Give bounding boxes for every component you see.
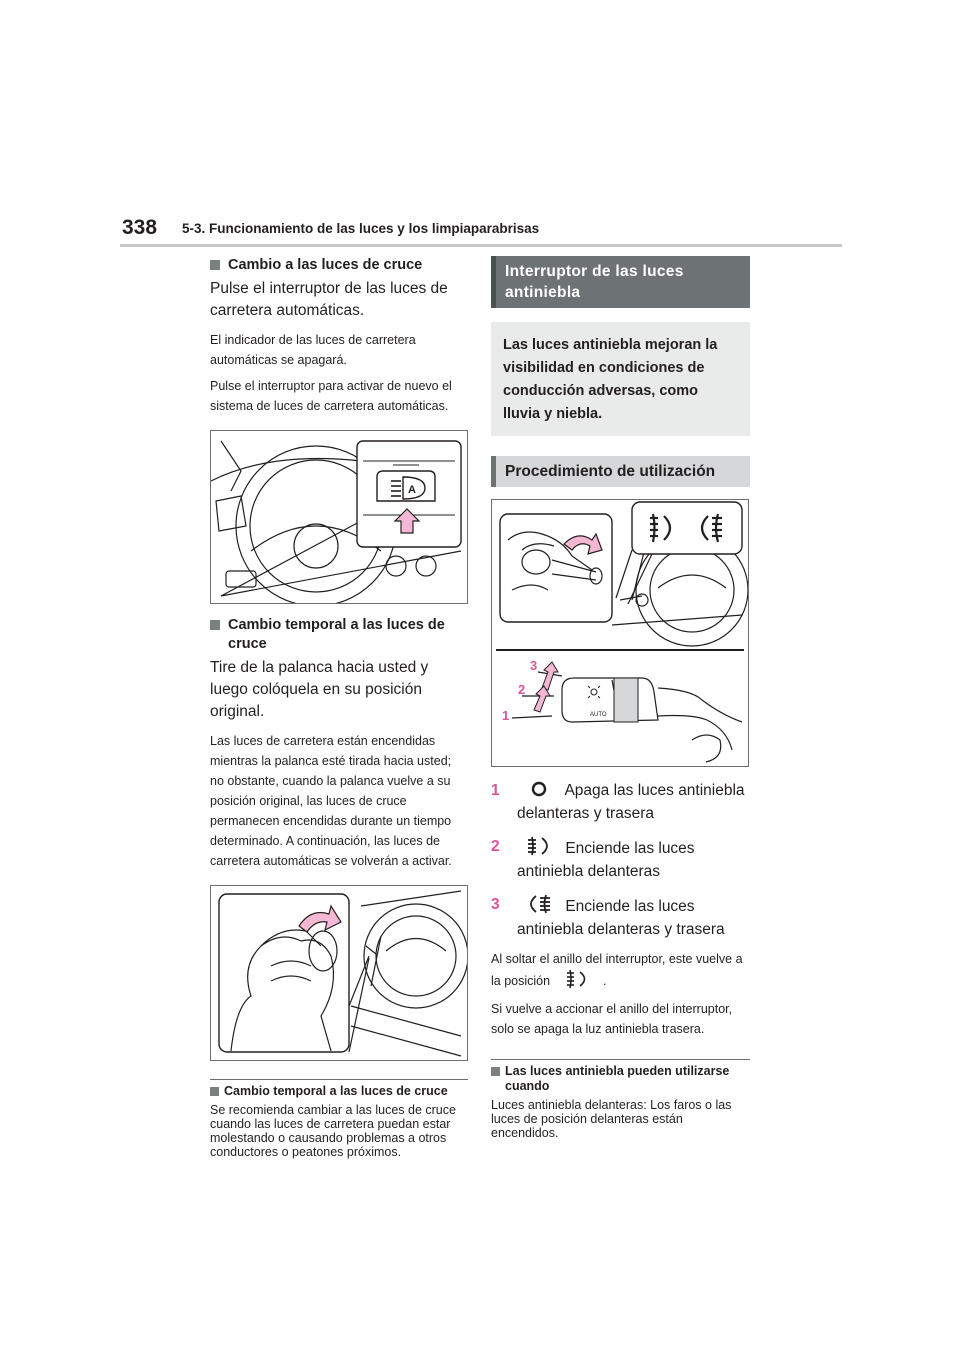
- front-fog-icon: [560, 969, 594, 987]
- note-divider: [491, 1059, 750, 1060]
- note-text: Pulse el interruptor para activar de nuevo el sistema de luces de carretera automáticas.: [210, 379, 452, 413]
- page-number: 338: [122, 216, 158, 239]
- step-text: Apaga las luces antiniebla delanteras y trasera: [517, 782, 745, 822]
- bullet-square-icon: [210, 1087, 219, 1096]
- figure-pull-lever: [210, 885, 468, 1061]
- repeat-note: Si vuelve a accionar el anillo del interruptor, solo se apaga la luz antiniebla trasera.: [491, 1002, 733, 1036]
- section-heading-low-beam: Cambio a las luces de cruce: [210, 256, 468, 275]
- step-item: 1 Apaga las luces antiniebla delanteras y trasera: [491, 779, 750, 825]
- note-body: Luces antiniebla delanteras: Los faros o las luces de posición delanteras están encendidos.: [491, 1098, 732, 1140]
- chapter-title: 5-3. Funcionamiento de las luces y los limpiaparabrisas: [182, 221, 540, 236]
- bullet-square-icon: [210, 260, 220, 270]
- header-rule: [120, 244, 842, 247]
- instruction-text: Tire de la palanca hacia usted y luego colóquela en su posición original.: [210, 659, 429, 720]
- step-item: 2 Enciende las luces antiniebla delanteras: [491, 835, 750, 883]
- note-text: Las luces de carretera están encendidas mientras la palanca esté tirada hacia usted; no obstante, cuando la palanca vuelve a su posición original, las luces de cruce permanecen encendidas durante un tiempo determinado. A continuación, las luces de carretera automáticas se volverán a activar.: [210, 734, 452, 868]
- callout-3: 3: [530, 658, 538, 673]
- front-fog-icon: [517, 835, 561, 855]
- step-item: 3 Enciende las luces antiniebla delanteras y trasera: [491, 893, 750, 941]
- section-heading-temp-low-beam: Cambio temporal a las luces de cruce: [210, 616, 468, 654]
- note-divider: [210, 1079, 468, 1080]
- procedure-banner: Procedimiento de utilización: [491, 456, 750, 487]
- step-text: Enciende las luces antiniebla delanteras: [517, 840, 695, 880]
- note-body: Se recomienda cambiar a las luces de cruce cuando las luces de carretera puedan estar molestando o causando problemas a otros conductores o peatones próximos.: [210, 1103, 456, 1159]
- section-title-banner: Interruptor de las luces antiniebla: [491, 256, 750, 308]
- fig1-label: A: [408, 484, 416, 496]
- note-heading: Cambio temporal a las luces de cruce: [210, 1084, 468, 1099]
- release-note: Al soltar el anillo del interruptor, este vuelve a la posición .: [491, 952, 743, 988]
- rear-fog-icon: [517, 893, 561, 913]
- callout-2: 2: [518, 682, 526, 697]
- instruction-text: Pulse el interruptor de las luces de carretera automáticas.: [210, 280, 448, 319]
- note-text: El indicador de las luces de carretera automáticas se apagará.: [210, 333, 416, 367]
- figure-fog-switch: [491, 499, 749, 767]
- auto-label: AUTO: [590, 712, 607, 718]
- summary-box: Las luces antiniebla mejoran la visibilidad en condiciones de conducción adversas, como lluvia y niebla.: [491, 322, 750, 436]
- bullet-square-icon: [491, 1067, 500, 1076]
- figure-ahb-switch: [210, 430, 468, 604]
- step-text: Enciende las luces antiniebla delanteras y trasera: [517, 898, 725, 938]
- fog-switch-illustration: [492, 500, 748, 766]
- note-heading: Las luces antiniebla pueden utilizarse cuando: [491, 1064, 750, 1094]
- left-column: [210, 256, 468, 1159]
- lever-illustration: [211, 886, 467, 1060]
- bullet-square-icon: [210, 620, 220, 630]
- dashboard-illustration: [211, 431, 467, 603]
- callout-1: 1: [502, 708, 510, 723]
- right-column: [491, 256, 750, 1140]
- off-ring-icon: [517, 779, 561, 799]
